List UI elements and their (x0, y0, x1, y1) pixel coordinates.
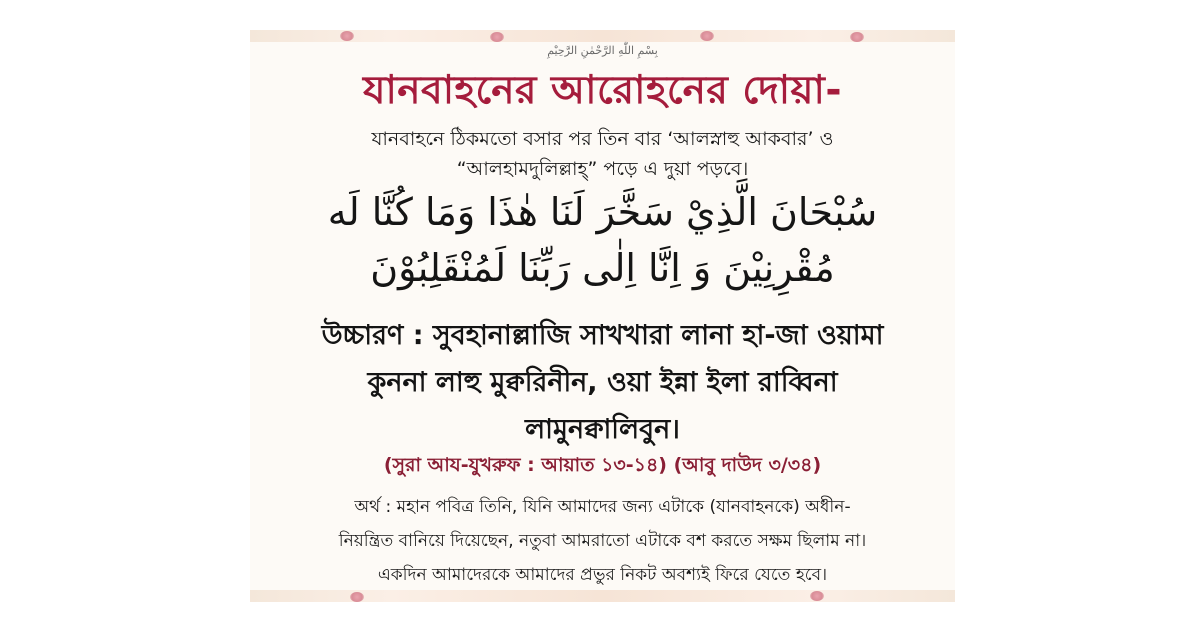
meaning-line: অর্থ : মহান পবিত্র তিনি, যিনি আমাদের জন্য এটাকে (যানবাহনকে) অধীন- (354, 497, 851, 517)
flower-decoration (810, 591, 824, 601)
pronunciation-line: কুননা লাহু মুক্বরিনীন, ওয়া ইন্না ইলা রাব্বিনা (367, 367, 838, 398)
flower-decoration (700, 31, 714, 41)
flower-decoration (340, 31, 354, 41)
arabic-dua-line: مُقْرِنِيْنَ وَ اِنَّا اِلٰى رَبِّنَا لَمُنْقَلِبُوْنَ (370, 246, 835, 290)
pronunciation-line: লামুনক্বালিবুন। (525, 414, 680, 445)
instruction-line: “আলহামদুলিল্লাহ্” পড়ে এ দুয়া পড়বে। (456, 158, 749, 180)
bismillah-calligraphy: بِسْمِ اللّٰهِ الرَّحْمٰنِ الرَّحِيْمِ (547, 44, 658, 57)
meaning-line: নিয়ন্ত্রিত বানিয়ে দিয়েছেন, নতুবা আমরাতো এটাকে বশ করতে সক্ষম ছিলাম না। (338, 531, 867, 551)
flower-decoration (350, 592, 364, 602)
pronunciation-line: উচ্চারণ : সুবহানাল্লাজি সাখখারা লানা হা-জা ওয়ামা (321, 320, 884, 351)
instruction-text (270, 124, 935, 184)
meaning-text (256, 490, 949, 592)
flower-decoration (490, 32, 504, 42)
pronunciation-text (254, 312, 951, 453)
arabic-dua-line: سُبْحَانَ الَّذِيْ سَخَّرَ لَنَا هٰذَا وَمَا كُنَّا لَه (327, 190, 878, 234)
flower-decoration (850, 32, 864, 42)
source-reference: (সুরা আয-যুখরুফ : আয়াত ১৩-১৪) (আবু দাউদ ৩/৩৪) (383, 454, 822, 476)
floral-border-top (250, 30, 955, 42)
page-title: যানবাহনের আরোহনের দোয়া- (362, 68, 843, 113)
instruction-line: যানবাহনে ঠিকমতো বসার পর তিন বার ‘আলস্নাহু আকবার’ ও (371, 128, 834, 150)
meaning-line: একদিন আমাদেরকে আমাদের প্রভুর নিকট অবশ্যই ফিরে যেতে হবে। (377, 565, 828, 585)
dua-card (250, 30, 955, 602)
floral-border-bottom (250, 590, 955, 602)
